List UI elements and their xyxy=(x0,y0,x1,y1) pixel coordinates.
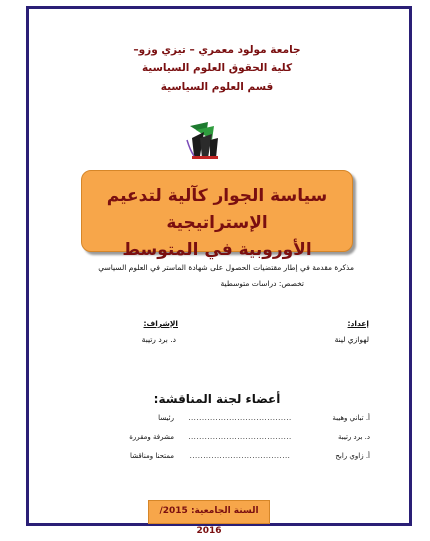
memo-purpose: مذكرة مقدمة في إطار مقتضيات الحصول على شهادة الماستر في العلوم السياسي xyxy=(98,263,354,272)
thesis-title-line1: سياسة الجوار كآلية لتدعيم الإستراتيجية xyxy=(106,186,328,233)
committee-member-role: مشرفة ومقررة xyxy=(129,433,174,441)
committee-member-role: ممتحنا ومناقشا xyxy=(130,452,174,460)
thesis-title-line2: الأوروبية في المتوسط xyxy=(122,240,312,260)
prepared-by-name: لهوازي لينة xyxy=(334,335,369,344)
department-name: قسم العلوم السياسية xyxy=(160,81,274,93)
university-logo xyxy=(186,120,222,162)
committee-member-dots: ..................................... xyxy=(189,452,291,460)
prepared-by-label: إعداد: xyxy=(347,319,369,328)
committee-member-name: أ. تباني وهيبة xyxy=(332,414,370,422)
supervisor-name: د. برد رتيبة xyxy=(141,335,176,344)
thesis-title-box xyxy=(81,170,353,260)
committee-member-role: رئيسا xyxy=(158,414,174,422)
academic-year: السنة الجامعية: 2015/ 2016 xyxy=(148,500,270,524)
faculty-name: كلية الحقوق العلوم السياسية xyxy=(141,62,293,74)
committee-member-dots: ...................................... xyxy=(188,433,292,441)
committee-member-name: د. برد رتيبة xyxy=(337,433,370,441)
committee-heading: أعضاء لجنة المناقشة: xyxy=(153,392,281,406)
university-name: جامعة مولود معمري – تيزي وزو– xyxy=(133,44,301,56)
committee-member-dots: ...................................... xyxy=(188,414,292,422)
memo-specialty: تخصص: دراسات متوسطية xyxy=(220,279,304,288)
committee-member-name: أ. زاوي رابح xyxy=(335,452,370,460)
supervision-label: الإشراف: xyxy=(143,319,178,328)
